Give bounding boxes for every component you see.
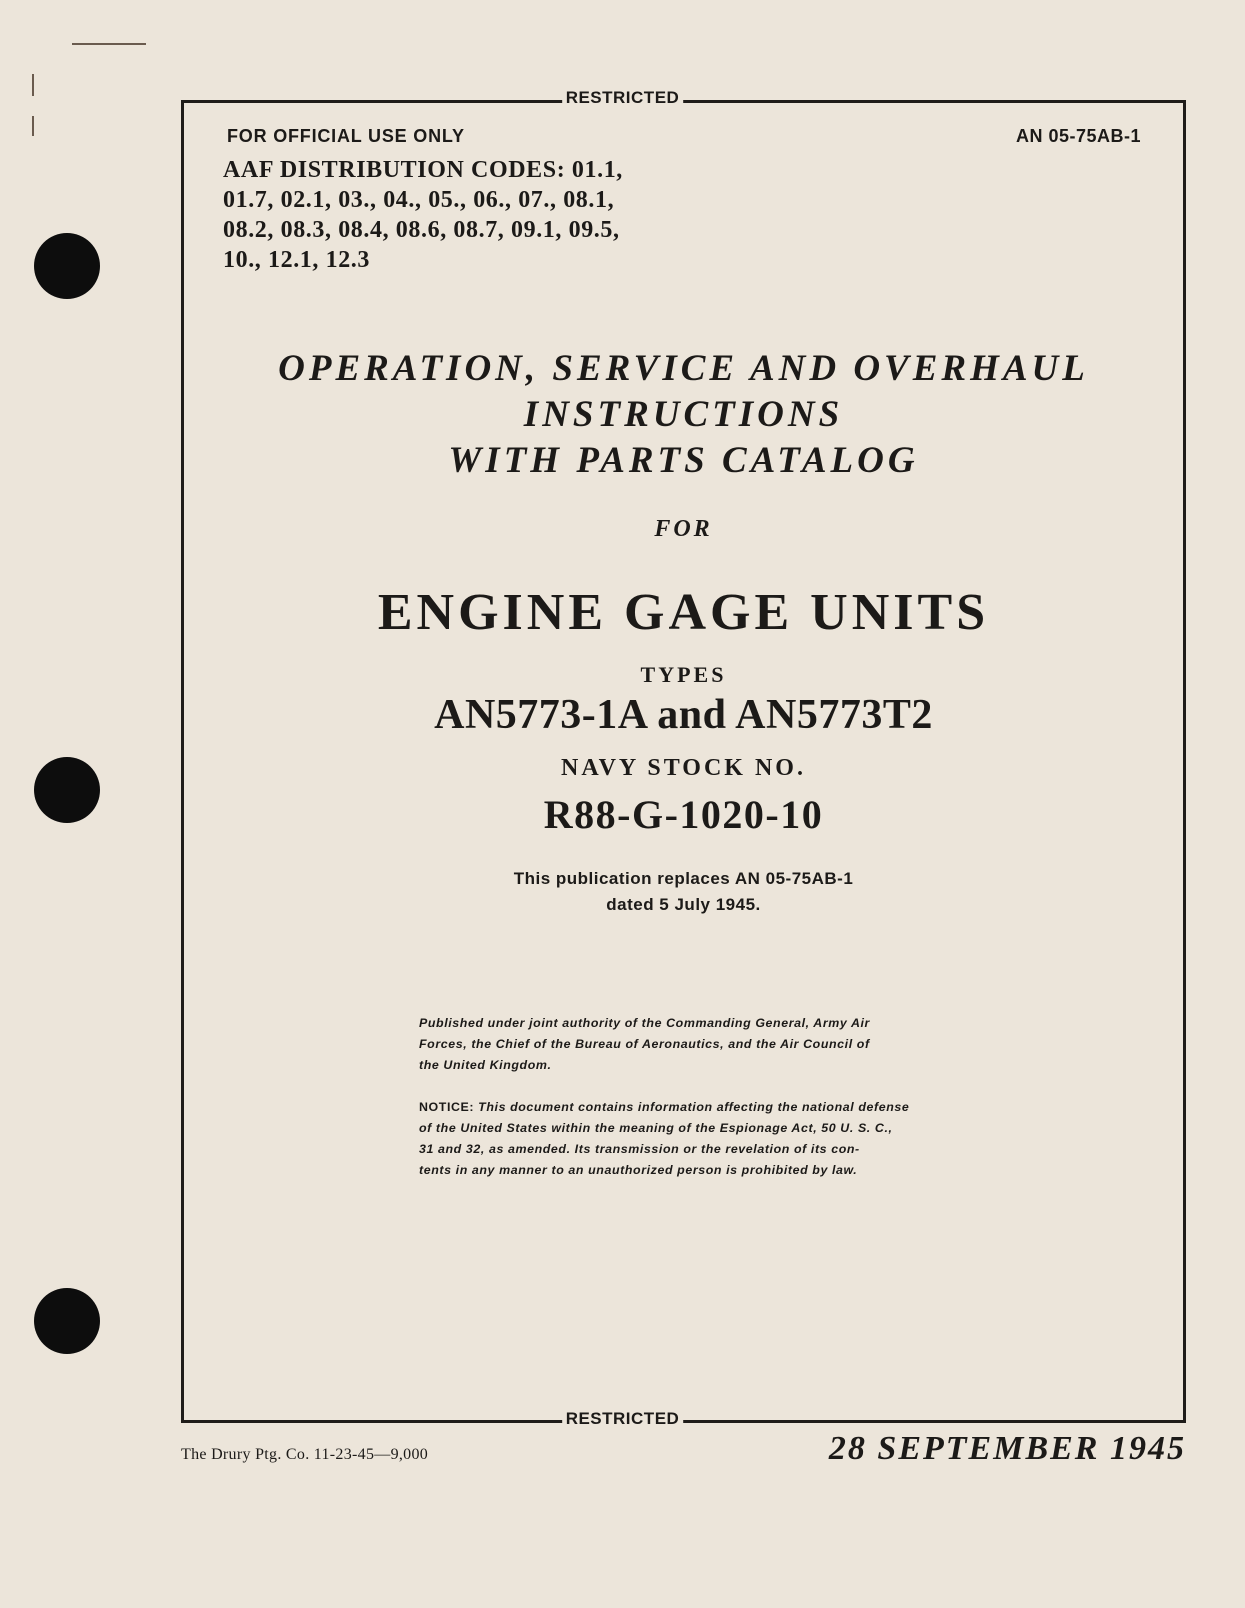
notice-line: 31 and 32, as amended. Its transmission or the revelation of its con-	[419, 1142, 860, 1156]
distribution-codes-line: 10., 12.1, 12.3	[223, 247, 370, 273]
punch-hole-bottom	[34, 1288, 100, 1354]
distribution-codes-line: 08.2, 08.3, 08.4, 08.6, 08.7, 09.1, 09.5,	[223, 217, 620, 243]
punch-hole-middle	[34, 757, 100, 823]
authority-line: the United Kingdom.	[419, 1058, 552, 1072]
punch-hole-top	[34, 233, 100, 299]
authority-line: Published under joint authority of the Commanding General, Army Air	[419, 1016, 870, 1030]
restricted-top-label: RESTRICTED	[562, 88, 684, 108]
navy-stock-number: R88-G-1020-10	[543, 792, 824, 837]
distribution-codes-line: AAF DISTRIBUTION CODES: 01.1,	[223, 157, 623, 183]
authority-line: Forces, the Chief of the Bureau of Aeronautics, and the Air Council of	[419, 1037, 870, 1051]
printer-imprint: The Drury Ptg. Co. 11-23-45—9,000	[181, 1446, 429, 1463]
title-line-1: OPERATION, SERVICE AND OVERHAUL	[278, 348, 1089, 389]
notice-paragraph	[419, 1097, 947, 1181]
margin-mark	[32, 116, 34, 136]
distribution-codes-line: 01.7, 02.1, 03., 04., 05., 06., 07., 08.1,	[223, 187, 615, 213]
title-line-3: WITH PARTS CATALOG	[448, 440, 919, 481]
replacement-note-line-2: dated 5 July 1945.	[606, 895, 761, 914]
title-line-2: INSTRUCTIONS	[523, 394, 844, 435]
margin-mark	[32, 74, 34, 96]
notice-line: of the United States within the meaning of the Espionage Act, 50 U. S. C.,	[419, 1121, 893, 1135]
replacement-note-line-1: This publication replaces AN 05-75AB-1	[513, 869, 854, 888]
model-numbers: AN5773-1A and AN5773T2	[434, 692, 933, 738]
subject-title: ENGINE GAGE UNITS	[377, 584, 990, 641]
notice-line: tents in any manner to an unauthorized person is prohibited by law.	[419, 1163, 858, 1177]
publication-date: 28 SEPTEMBER 1945	[828, 1430, 1186, 1467]
navy-stock-label: NAVY STOCK NO.	[561, 755, 806, 781]
restricted-bottom-label: RESTRICTED	[562, 1409, 684, 1429]
distribution-codes	[223, 155, 623, 275]
notice-line: This document contains information affecting the national defense	[474, 1100, 910, 1114]
official-use-label: FOR OFFICIAL USE ONLY	[227, 126, 465, 146]
for-label: FOR	[654, 516, 713, 542]
document-number: AN 05-75AB-1	[1015, 126, 1141, 146]
authority-paragraph	[419, 1013, 947, 1076]
types-label: TYPES	[640, 662, 727, 687]
notice-label: NOTICE:	[419, 1100, 475, 1114]
margin-mark	[72, 43, 146, 45]
